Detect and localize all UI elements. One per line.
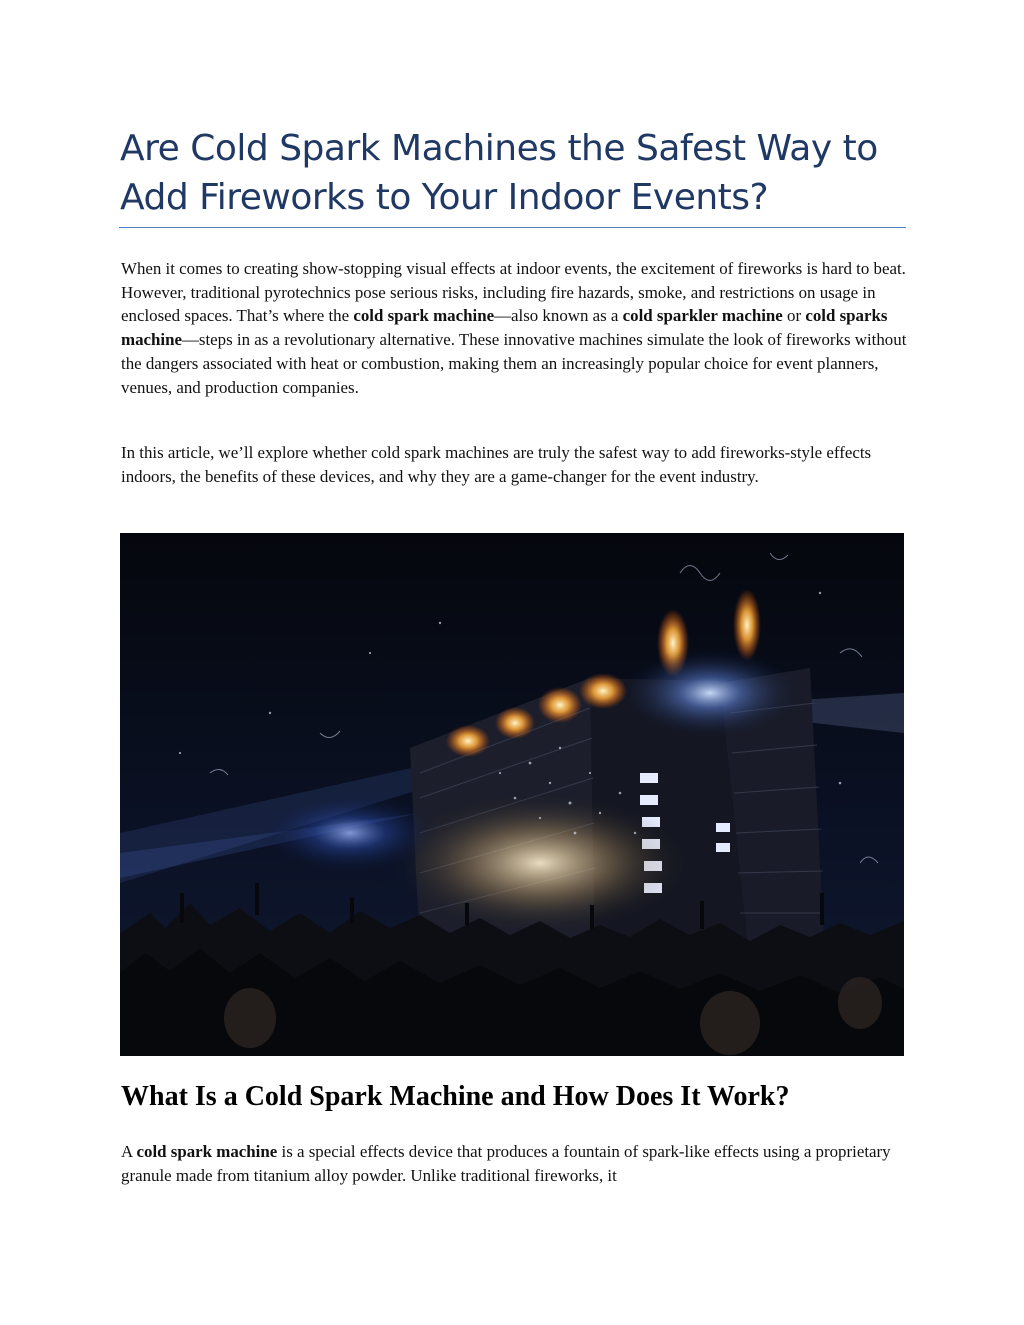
intro-text-1: When it comes to creating show-stopping visual effects at indoor events, the excitement of fireworks is hard to beat. However, traditional pyrotechnics pose serious risks, including fire hazards, smoke, and restrictions on usage in enclosed spaces. That’s where the bbox=[121, 259, 906, 326]
definition-paragraph bbox=[121, 1140, 911, 1187]
intro-bold-cold-sparkler-machine: cold sparkler machine bbox=[622, 306, 783, 326]
section-heading: What Is a Cold Spark Machine and How Does It Work? bbox=[121, 1081, 790, 1112]
def-bold-cold-spark-machine: cold spark machine bbox=[136, 1142, 278, 1161]
article-scope-paragraph: In this article, we’ll explore whether cold spark machines are truly the safest way to add fireworks-style effects indoors, the benefits of these devices, and why they are a game-changer for the event industry. bbox=[121, 443, 872, 486]
title-underline bbox=[119, 227, 906, 228]
article-title: Are Cold Spark Machines the Safest Way to Add Fireworks to Your Indoor Events? bbox=[120, 128, 878, 218]
intro-bold-cold-sparks-machine: cold sparks machine bbox=[121, 306, 888, 350]
def-text-1: A bbox=[121, 1142, 137, 1161]
intro-text-4: —steps in as a revolutionary alternative. These innovative machines simulate the look of fireworks without the dangers associated with heat or combustion, making them an increasingly popular choice for event planners, venues, and production companies. bbox=[121, 330, 907, 397]
intro-text-2: —also known as a bbox=[494, 306, 623, 326]
intro-bold-cold-spark-machine: cold spark machine bbox=[353, 306, 495, 326]
intro-paragraph bbox=[121, 257, 911, 399]
intro-text-3: or bbox=[782, 306, 806, 326]
def-text-2: is a special effects device that produces a fountain of spark-like effects using a proprietary granule made from titanium alloy powder. Unlike traditional fireworks, it bbox=[121, 1142, 891, 1185]
concert-stage-photo bbox=[120, 533, 904, 1056]
